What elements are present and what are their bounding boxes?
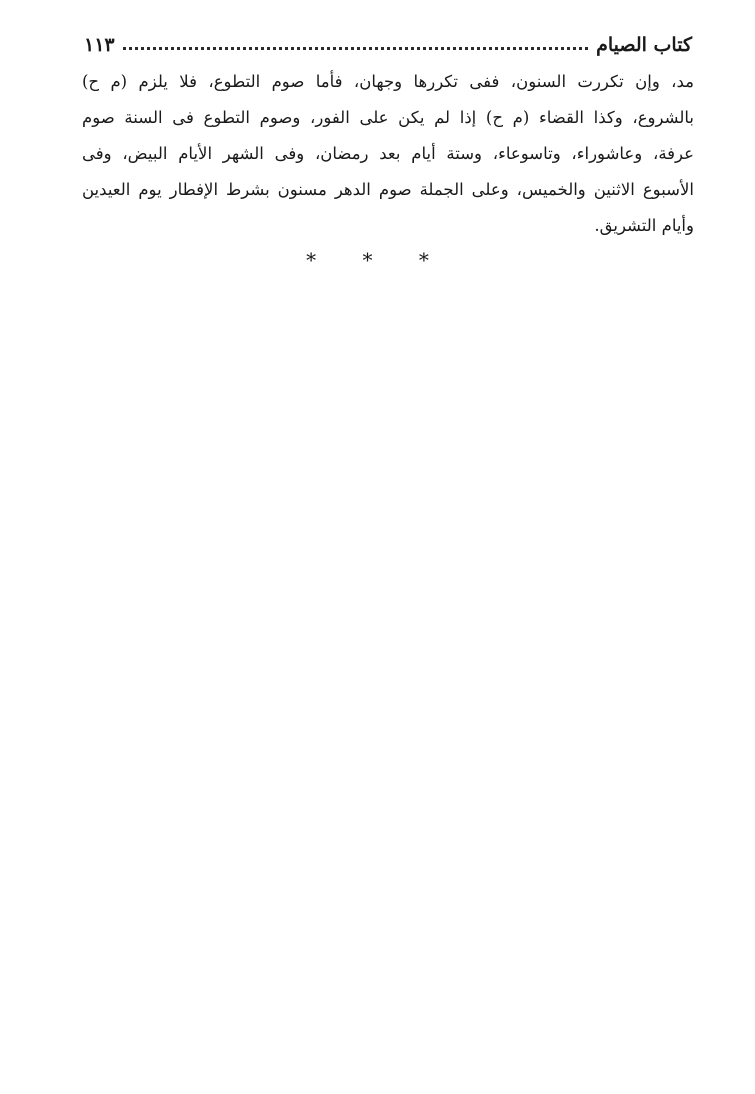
dotted-leader (123, 47, 588, 50)
section-end-ornament: * * * (306, 248, 449, 272)
body-paragraph (82, 64, 694, 244)
text-line: بالشروع، وكذا القضاء (م ح) إذا لم يكن على الفور، وصوم التطوع فى السنة صوم (82, 108, 694, 127)
text-line: الأسبوع الاثنين والخميس، وعلى الجملة صوم الدهر مسنون بشرط الإفطار يوم العيدين (82, 180, 694, 199)
text-line: وأيام التشريق. (594, 216, 694, 235)
running-title: كتاب الصيام (596, 34, 692, 56)
text-line: مد، وإن تكررت السنون، ففى تكررها وجهان، فأما صوم التطوع، فلا يلزم (م ح) (82, 72, 694, 91)
page-number: ١١٣ (84, 34, 115, 56)
page-header (84, 30, 692, 58)
text-line: عرفة، وعاشوراء، وتاسوعاء، وستة أيام بعد رمضان، وفى الشهر الأيام البيض، وفى (82, 144, 694, 163)
